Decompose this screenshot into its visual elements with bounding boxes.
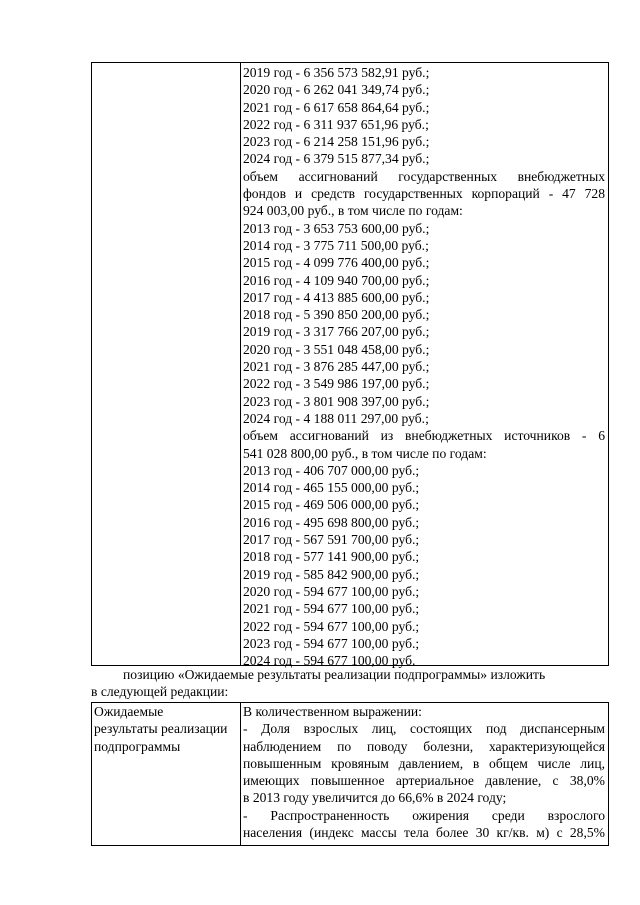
results-label-cell xyxy=(94,703,238,755)
amendment-paragraph-line2: в следующей редакции: xyxy=(91,684,229,700)
offbudget-line-2020: 2020 год - 594 677 100,00 руб.; xyxy=(243,583,420,599)
column-divider xyxy=(240,63,241,665)
funds-line-2021: 2021 год - 3 876 285 447,00 руб.; xyxy=(243,359,430,375)
offbudget-line-2024: 2024 год - 594 677 100,00 руб. xyxy=(243,653,416,669)
results-line3: наблюдением по поводу болезни, характеризующейся xyxy=(243,738,605,754)
funds-line-2017: 2017 год - 4 413 885 600,00 руб.; xyxy=(243,289,430,305)
funds-line-2020: 2020 год - 3 551 048 458,00 руб.; xyxy=(243,341,430,357)
results-value-cell xyxy=(243,703,605,841)
offbudget-line-2022: 2022 год - 594 677 100,00 руб.; xyxy=(243,618,420,634)
results-line1: В количественном выражении: xyxy=(243,704,422,719)
funds-line-2022: 2022 год - 3 549 986 197,00 руб.; xyxy=(243,376,430,392)
column-divider xyxy=(240,703,241,845)
year-line-2023: 2023 год - 6 214 258 151,96 руб.; xyxy=(243,134,430,150)
extrabudget-funds-heading-line2: фондов и средств государственных корпораций - 47 728 xyxy=(243,186,605,202)
amendment-paragraph-line1: позицию «Ожидаемые результаты реализации подпрограммы» изложить xyxy=(123,667,546,682)
results-line8: населения (индекс массы тела более 30 кг/кв. м) с 28,5% xyxy=(243,825,605,841)
year-line-2019: 2019 год - 6 356 573 582,91 руб.; xyxy=(243,65,430,80)
offbudget-line-2015: 2015 год - 469 506 000,00 руб.; xyxy=(243,497,420,513)
offbudget-line-2018: 2018 год - 577 141 900,00 руб.; xyxy=(243,549,420,565)
expected-results-table xyxy=(91,702,609,846)
offbudget-line-2021: 2021 год - 594 677 100,00 руб.; xyxy=(243,601,420,617)
extrabudget-funds-heading-line1: объем ассигнований государственных внебюджетных xyxy=(243,168,605,184)
funds-line-2024: 2024 год - 4 188 011 297,00 руб.; xyxy=(243,410,429,426)
year-line-2022: 2022 год - 6 311 937 651,96 руб.; xyxy=(243,116,429,132)
extrabudget-funds-heading-line3: 924 003,00 руб., в том числе по годам: xyxy=(243,203,463,219)
funds-line-2018: 2018 год - 5 390 850 200,00 руб.; xyxy=(243,307,430,323)
year-line-2024: 2024 год - 6 379 515 877,34 руб.; xyxy=(243,151,430,167)
results-line7: - Распространенность ожирения среди взрослого xyxy=(243,807,605,823)
offbudget-line-2017: 2017 год - 567 591 700,00 руб.; xyxy=(243,532,420,548)
year-line-2021: 2021 год - 6 617 658 864,64 руб.; xyxy=(243,99,430,115)
offbudget-line-2014: 2014 год - 465 155 000,00 руб.; xyxy=(243,480,420,496)
funds-line-2023: 2023 год - 3 801 908 397,00 руб.; xyxy=(243,393,430,409)
results-line2: - Доля взрослых лиц, состоящих под диспансерным xyxy=(243,721,605,737)
results-line6: в 2013 году увеличится до 66,6% в 2024 году; xyxy=(243,790,507,806)
funds-line-2013: 2013 год - 3 653 753 600,00 руб.; xyxy=(243,220,430,236)
results-line4: повышенным кровяным давлением, в общем числе лиц, xyxy=(243,755,605,771)
funds-line-2016: 2016 год - 4 109 940 700,00 руб.; xyxy=(243,272,430,288)
funding-table xyxy=(91,62,609,669)
offbudget-heading-line1: объем ассигнований из внебюджетных источников - 6 xyxy=(243,428,605,444)
results-label-line1: Ожидаемые xyxy=(94,704,164,719)
year-line-2020: 2020 год - 6 262 041 349,74 руб.; xyxy=(243,82,430,98)
results-label-line3: подпрограммы xyxy=(94,738,181,754)
results-label-line2: результаты реализации xyxy=(94,721,228,737)
funds-line-2015: 2015 год - 4 099 776 400,00 руб.; xyxy=(243,255,430,271)
offbudget-line-2019: 2019 год - 585 842 900,00 руб.; xyxy=(243,566,420,582)
offbudget-line-2013: 2013 год - 406 707 000,00 руб.; xyxy=(243,462,420,478)
offbudget-line-2023: 2023 год - 594 677 100,00 руб.; xyxy=(243,635,420,651)
funding-cell xyxy=(243,64,605,669)
offbudget-line-2016: 2016 год - 495 698 800,00 руб.; xyxy=(243,514,420,530)
offbudget-heading-line2: 541 028 800,00 руб., в том числе по годам: xyxy=(243,445,487,461)
amendment-paragraph xyxy=(91,666,609,701)
funds-line-2014: 2014 год - 3 775 711 500,00 руб.; xyxy=(243,237,429,253)
funds-line-2019: 2019 год - 3 317 766 207,00 руб.; xyxy=(243,324,430,340)
results-line5: имеющих повышенное артериальное давление, с 38,0% xyxy=(243,773,605,789)
